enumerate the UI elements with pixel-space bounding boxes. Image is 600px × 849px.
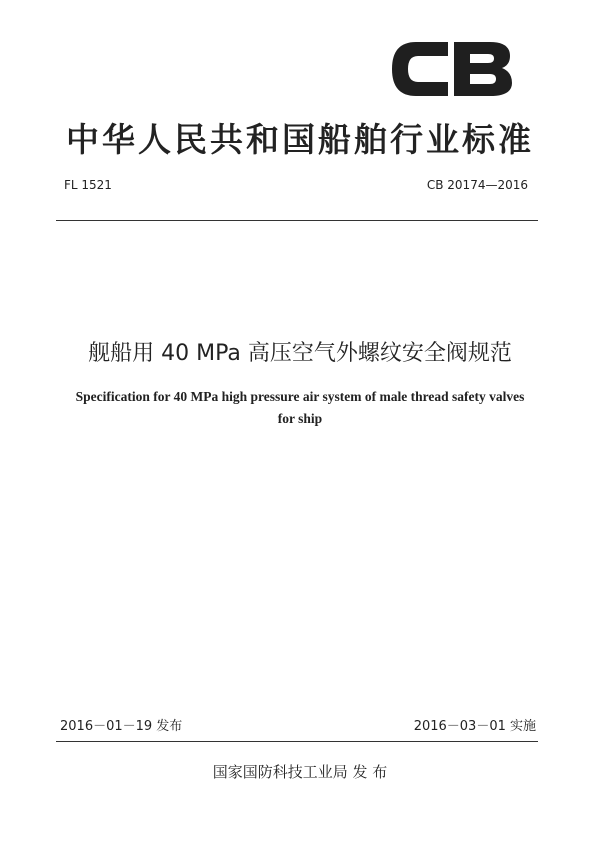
logo-letter-b [454, 42, 512, 96]
header-divider [56, 220, 538, 221]
publisher: 国家国防科技工业局 发 布 [212, 763, 388, 781]
implementation-date: 2016－03－01 实施 [413, 719, 536, 734]
logo-letter-c [392, 42, 448, 96]
chinese-title: 舰船用 40 MPa 高压空气外螺纹安全阀规范 [88, 341, 512, 366]
cb-logo [386, 34, 516, 104]
english-title [40, 386, 560, 430]
english-title-line-2: for ship [277, 411, 323, 426]
classification-code: FL 1521 [64, 178, 112, 192]
standard-type-heading: 中华人民共和国船舶行业标准 [66, 120, 534, 159]
standard-number: CB 20174—2016 [426, 178, 528, 192]
issue-date: 2016－01－19 发布 [60, 719, 183, 734]
footer-divider [56, 741, 538, 742]
english-title-line-1: Specification for 40 MPa high pressure air system of male thread safety valves [75, 389, 525, 404]
